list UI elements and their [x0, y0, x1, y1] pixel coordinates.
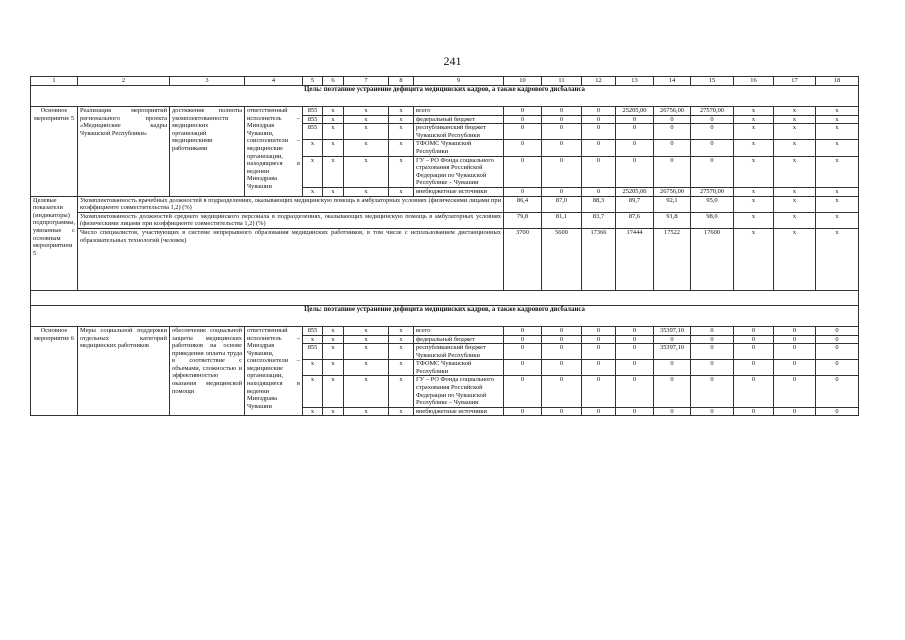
cell: 0 — [504, 407, 542, 416]
cell: x — [816, 228, 859, 290]
table-row — [31, 107, 859, 116]
cell: x — [344, 107, 389, 116]
cell: 0 — [616, 326, 654, 335]
cell: 0 — [542, 124, 582, 140]
cell: 0 — [542, 360, 582, 376]
cell: 0 — [542, 326, 582, 335]
cell: 25205,00 — [616, 107, 654, 116]
cell: 25205,00 — [616, 187, 654, 196]
cell: 0 — [816, 326, 859, 335]
funding-source: республиканский бюджет Чувашской Республики — [414, 124, 504, 140]
cell: x — [323, 326, 344, 335]
cell: 0 — [816, 360, 859, 376]
cell: x — [344, 124, 389, 140]
cell: 0 — [691, 407, 734, 416]
cell: x — [816, 187, 859, 196]
header-row — [31, 77, 859, 86]
col-header: 10 — [504, 77, 542, 86]
measure-goal: достижение полноты укомплектованности медицинских организаций медицинскими работниками — [170, 107, 245, 197]
cell: 0 — [504, 326, 542, 335]
cell: 17522 — [654, 228, 691, 290]
cell: 17366 — [582, 228, 616, 290]
cell: x — [303, 140, 323, 156]
col-header: 5 — [303, 77, 323, 86]
funding-source: внебюджетные источники — [414, 407, 504, 416]
cell: 0 — [734, 407, 774, 416]
cell: 26756,00 — [654, 187, 691, 196]
indicator-text: Укомплектованность врачебных должностей в подразделениях, оказывающих медицинскую помощь в амбулаторных условиях (физическими лицами при коэффициенте совместительства 1,2) (%) — [78, 196, 504, 212]
cell: 0 — [504, 187, 542, 196]
cell: 0 — [691, 344, 734, 360]
cell: x — [734, 187, 774, 196]
spacer — [31, 290, 859, 305]
cell: x — [344, 360, 389, 376]
cell: 0 — [616, 335, 654, 344]
cell: x — [734, 156, 774, 187]
cell: 0 — [504, 107, 542, 116]
cell: 89,7 — [616, 196, 654, 212]
cell: 88,3 — [582, 196, 616, 212]
cell: 0 — [582, 187, 616, 196]
cell: x — [344, 335, 389, 344]
cell: 0 — [582, 124, 616, 140]
cell: x — [389, 115, 414, 124]
cell: 855 — [303, 124, 323, 140]
cell: x — [344, 376, 389, 407]
funding-source: ТФОМС Чувашской Республики — [414, 140, 504, 156]
cell: 0 — [691, 335, 734, 344]
col-header: 6 — [323, 77, 344, 86]
cell: 0 — [616, 156, 654, 187]
cell: x — [774, 196, 816, 212]
cell: x — [389, 156, 414, 187]
cell: 0 — [654, 376, 691, 407]
cell: 0 — [654, 360, 691, 376]
cell: x — [323, 335, 344, 344]
cell: 5600 — [542, 228, 582, 290]
goal-row — [31, 86, 859, 107]
cell: x — [303, 376, 323, 407]
funding-source: ТФОМС Чувашской Республики — [414, 360, 504, 376]
col-header: 12 — [582, 77, 616, 86]
cell: 3700 — [504, 228, 542, 290]
cell: 0 — [504, 124, 542, 140]
cell: 0 — [691, 326, 734, 335]
cell: x — [303, 156, 323, 187]
cell: x — [774, 140, 816, 156]
cell: 0 — [582, 407, 616, 416]
cell: 26756,00 — [654, 107, 691, 116]
col-header: 14 — [654, 77, 691, 86]
cell: x — [734, 115, 774, 124]
cell: 0 — [582, 115, 616, 124]
cell: 0 — [691, 360, 734, 376]
cell: 0 — [774, 344, 816, 360]
cell: x — [734, 196, 774, 212]
cell: 0 — [616, 407, 654, 416]
cell: 0 — [504, 376, 542, 407]
cell: 0 — [582, 140, 616, 156]
cell: 0 — [616, 376, 654, 407]
cell: x — [323, 115, 344, 124]
cell: x — [344, 115, 389, 124]
cell: x — [774, 156, 816, 187]
cell: 0 — [734, 335, 774, 344]
cell: 0 — [774, 335, 816, 344]
cell: 855 — [303, 326, 323, 335]
cell: 0 — [542, 187, 582, 196]
table-row — [31, 326, 859, 335]
cell: 0 — [654, 140, 691, 156]
col-header: 7 — [344, 77, 389, 86]
cell: 0 — [734, 376, 774, 407]
cell: x — [389, 344, 414, 360]
cell: 79,8 — [504, 212, 542, 228]
cell: x — [389, 407, 414, 416]
cell: x — [734, 140, 774, 156]
cell: 86,4 — [504, 196, 542, 212]
indicators-label: Целевые показатели (индикаторы) подпрограммы, увязанные с основным мероприятием 5 — [31, 196, 78, 290]
cell: x — [389, 187, 414, 196]
cell: 0 — [582, 344, 616, 360]
cell: 0 — [691, 140, 734, 156]
cell: x — [344, 344, 389, 360]
cell: x — [774, 124, 816, 140]
cell: x — [734, 228, 774, 290]
cell: x — [323, 360, 344, 376]
cell: x — [303, 360, 323, 376]
cell: 0 — [774, 326, 816, 335]
cell: x — [774, 212, 816, 228]
funding-source: всего — [414, 107, 504, 116]
cell: 0 — [504, 335, 542, 344]
cell: 0 — [504, 360, 542, 376]
cell: 0 — [582, 335, 616, 344]
measure-description: Меры социальной поддержки отдельных категорий медицинских работников — [78, 326, 170, 416]
cell: 0 — [542, 376, 582, 407]
cell: 0 — [774, 360, 816, 376]
cell: x — [323, 376, 344, 407]
measure-executor: ответственный исполнитель – Минздрав Чувашии, соисполнители – медицинские организации, находящиеся в ведении Минздрава Чувашии — [245, 107, 303, 197]
cell: 0 — [691, 376, 734, 407]
cell: 0 — [654, 124, 691, 140]
funding-source: республиканский бюджет Чувашской Республики — [414, 344, 504, 360]
cell: 35397,10 — [654, 344, 691, 360]
cell: x — [816, 156, 859, 187]
cell: x — [344, 187, 389, 196]
cell: 0 — [691, 124, 734, 140]
cell: 855 — [303, 344, 323, 360]
funding-source: федеральный бюджет — [414, 335, 504, 344]
cell: 0 — [774, 376, 816, 407]
cell: 17600 — [691, 228, 734, 290]
cell: x — [816, 107, 859, 116]
cell: x — [734, 124, 774, 140]
cell: x — [734, 107, 774, 116]
indicator-row — [31, 196, 859, 212]
funding-source: внебюджетные источники — [414, 187, 504, 196]
cell: 0 — [542, 344, 582, 360]
indicator-text: Укомплектованность должностей среднего медицинского персонала в подразделениях, оказывающих медицинскую помощь в амбулаторных условиях (физическими лицами при коэффициенте совместительства 1,2) (%) — [78, 212, 504, 228]
cell: 0 — [734, 344, 774, 360]
cell: 0 — [616, 140, 654, 156]
col-header: 17 — [774, 77, 816, 86]
col-header: 4 — [245, 77, 303, 86]
cell: x — [816, 124, 859, 140]
measure-executor: ответственный исполнитель – Минздрав Чувашии, соисполнители – медицинские организации, находящиеся в ведении Минздрава Чувашии — [245, 326, 303, 416]
cell: x — [303, 335, 323, 344]
indicator-row — [31, 212, 859, 228]
page-number: 241 — [443, 54, 462, 68]
cell: x — [344, 140, 389, 156]
cell: x — [323, 156, 344, 187]
cell: x — [323, 187, 344, 196]
funding-source: ГУ – РО Фонда социального страхования Российской Федерации по Чувашской Республике – Чувашии — [414, 156, 504, 187]
cell: 0 — [654, 156, 691, 187]
cell: x — [816, 115, 859, 124]
cell: 0 — [616, 344, 654, 360]
cell: 0 — [816, 344, 859, 360]
cell: x — [323, 124, 344, 140]
col-header: 2 — [78, 77, 170, 86]
measure-goal: обеспечение социальной защиты медицинских работников на основе приведения оплаты труда в соответствие с объемами, сложностью и эффективностью оказания медицинской помощи — [170, 326, 245, 416]
goal-row — [31, 305, 859, 326]
cell: 0 — [582, 156, 616, 187]
cell: 0 — [654, 335, 691, 344]
cell: 27570,00 — [691, 107, 734, 116]
col-header: 1 — [31, 77, 78, 86]
cell: 0 — [504, 115, 542, 124]
cell: 87,6 — [616, 212, 654, 228]
cell: x — [816, 140, 859, 156]
cell: x — [774, 107, 816, 116]
cell: x — [344, 326, 389, 335]
cell: 0 — [582, 376, 616, 407]
cell: 0 — [691, 156, 734, 187]
cell: x — [816, 196, 859, 212]
cell: 81,1 — [542, 212, 582, 228]
cell: x — [303, 187, 323, 196]
cell: x — [734, 212, 774, 228]
cell: 0 — [654, 115, 691, 124]
cell: 0 — [542, 156, 582, 187]
cell: 91,8 — [654, 212, 691, 228]
cell: 0 — [504, 344, 542, 360]
cell: x — [389, 326, 414, 335]
cell: 0 — [542, 335, 582, 344]
cell: x — [323, 344, 344, 360]
spacer-row — [31, 290, 859, 305]
cell: 0 — [774, 407, 816, 416]
cell: x — [389, 360, 414, 376]
col-header: 11 — [542, 77, 582, 86]
cell: 17444 — [616, 228, 654, 290]
cell: x — [389, 376, 414, 407]
cell: x — [323, 107, 344, 116]
cell: 0 — [542, 140, 582, 156]
cell: x — [344, 407, 389, 416]
cell: 0 — [616, 124, 654, 140]
cell: x — [303, 407, 323, 416]
cell: 0 — [582, 326, 616, 335]
measure-description: Реализация мероприятий регионального проекта «Медицинские кадры Чувашской Республики» — [78, 107, 170, 197]
cell: 35397,10 — [654, 326, 691, 335]
cell: 0 — [691, 115, 734, 124]
cell: x — [774, 115, 816, 124]
cell: 92,1 — [654, 196, 691, 212]
cell: 27570,00 — [691, 187, 734, 196]
col-header: 18 — [816, 77, 859, 86]
cell: x — [389, 140, 414, 156]
cell: 855 — [303, 107, 323, 116]
cell: 98,0 — [691, 212, 734, 228]
cell: 0 — [616, 115, 654, 124]
cell: x — [774, 228, 816, 290]
cell: 0 — [504, 140, 542, 156]
cell: x — [389, 124, 414, 140]
col-header: 9 — [414, 77, 504, 86]
indicator-row — [31, 228, 859, 290]
cell: 83,7 — [582, 212, 616, 228]
cell: 0 — [582, 107, 616, 116]
funding-source: ГУ – РО Фонда социального страхования Российской Федерации по Чувашской Республике – Чувашии — [414, 376, 504, 407]
cell: 0 — [816, 376, 859, 407]
cell: 0 — [542, 115, 582, 124]
goal-text: Цель: поэтапное устранение дефицита медицинских кадров, а также кадрового дисбаланса — [31, 86, 859, 107]
measure-name: Основное мероприятие 6 — [31, 326, 78, 416]
cell: 87,0 — [542, 196, 582, 212]
funding-source: федеральный бюджет — [414, 115, 504, 124]
indicator-text: Число специалистов, участвующих в системе непрерывного образования медицинских работников, в том числе с использованием дистанционных образовательных технологий (человек) — [78, 228, 504, 290]
cell: x — [774, 187, 816, 196]
cell: 0 — [582, 360, 616, 376]
col-header: 3 — [170, 77, 245, 86]
col-header: 16 — [734, 77, 774, 86]
cell: 0 — [504, 156, 542, 187]
cell: 0 — [542, 407, 582, 416]
cell: x — [389, 107, 414, 116]
program-table — [30, 76, 859, 416]
cell: 0 — [616, 360, 654, 376]
cell: 95,0 — [691, 196, 734, 212]
cell: 855 — [303, 115, 323, 124]
col-header: 13 — [616, 77, 654, 86]
goal-text: Цель: поэтапное устранение дефицита медицинских кадров, а также кадрового дисбаланса — [31, 305, 859, 326]
cell: 0 — [734, 326, 774, 335]
cell: 0 — [734, 360, 774, 376]
cell: 0 — [654, 407, 691, 416]
cell: x — [323, 140, 344, 156]
cell: x — [323, 407, 344, 416]
cell: 0 — [816, 407, 859, 416]
measure-name: Основное мероприятие 5 — [31, 107, 78, 197]
cell: x — [816, 212, 859, 228]
funding-source: всего — [414, 326, 504, 335]
cell: x — [344, 156, 389, 187]
cell: 0 — [542, 107, 582, 116]
cell: x — [389, 335, 414, 344]
cell: 0 — [816, 335, 859, 344]
col-header: 15 — [691, 77, 734, 86]
col-header: 8 — [389, 77, 414, 86]
